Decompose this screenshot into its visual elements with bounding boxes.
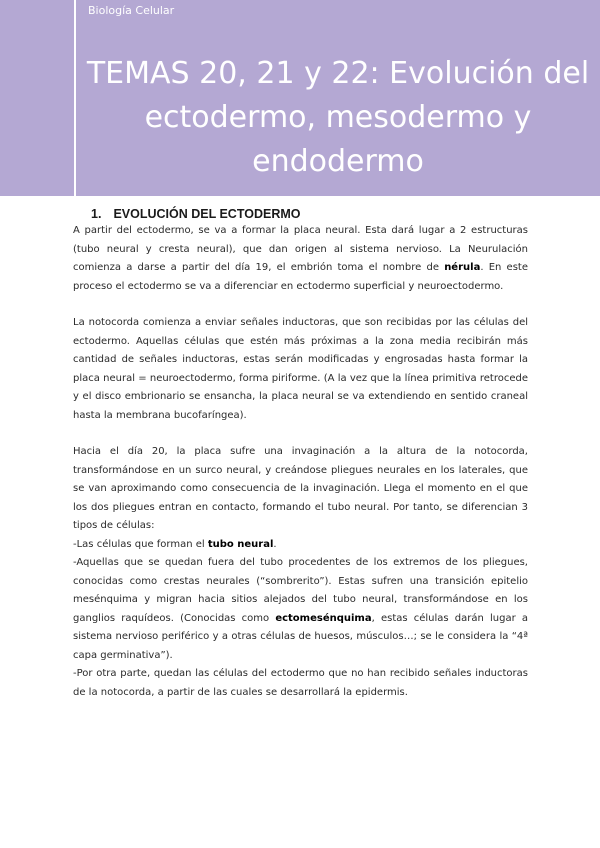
term-tubo-neural: tubo neural	[207, 538, 274, 550]
list-item-1	[73, 536, 528, 555]
header-divider-line	[74, 0, 76, 196]
section-heading	[91, 206, 528, 222]
list-item-1-text-b: .	[273, 538, 277, 550]
paragraph-3: Hacia el día 20, la placa sufre una invaginación a la altura de la notocorda, transformándose en un surco neural, y creándose pliegues neurales en los laterales, que se van aproximando como consecuencia de la invaginación. Llega el momento en el que los dos pliegues entran en contacto, formando el tubo neural. Por tanto, se diferencian 3 tipos de células:	[73, 446, 528, 531]
paragraph-2: La notocorda comienza a enviar señales inductoras, que son recibidas por las células del ectodermo. Aquellas células que estén más próximas a la zona media recibirán más cantidad de señales inductoras, estas serán modificadas y engrosadas hasta formar la placa neural = neuroectodermo, forma piriforme. (A la vez que la línea primitiva retrocede y el disco embrionario se ensancha, la placa neural se va extendiendo en sentido craneal hasta la membrana bucofaríngea).	[73, 317, 528, 421]
subject-label: Biología Celular	[88, 4, 175, 17]
list-item-2-text-b: , estas células darán lugar a sistema nervioso periférico y a otras células de huesos, músculos…; se le considera la “4ª capa germinativa”).	[73, 612, 528, 661]
document-body	[73, 200, 528, 702]
top-band	[0, 0, 600, 22]
paragraph-1-text-a: A partir del ectodermo, se va a formar la placa neural. Esta dará lugar a 2 estructuras (tubo neural y cresta neural), que dan origen al sistema nervioso. La Neurulación comienza a darse a partir del día 19, el embrión toma el nombre de	[73, 225, 528, 273]
term-ectomesenquima: ectomesénquima	[275, 612, 372, 624]
list-item-2-text-a: -Aquellas que se quedan fuera del tubo procedentes de los extremos de los pliegues, conocidas como crestas neurales (“sombrerito”). Estas sufren una transición epitelio mesénquima y migran hacia sitios alejados del tubo neural, transformándose en los ganglios raquídeos. (Conocidas como	[73, 557, 528, 624]
paragraph-1	[73, 222, 528, 296]
list-item-1-text-a: -Las células que forman el	[73, 538, 208, 550]
page-title: TEMAS 20, 21 y 22: Evolución del ectodermo, mesodermo y endodermo	[86, 56, 590, 179]
section-number: 1.	[91, 207, 102, 221]
title-header	[0, 22, 600, 196]
term-nerula: nérula	[444, 262, 481, 273]
list-item-2	[73, 554, 528, 665]
list-item-3: -Por otra parte, quedan las células del ectodermo que no han recibido señales inductoras de la notocorda, a partir de las cuales se desarrollará la epidermis.	[73, 668, 528, 698]
paragraph-1-text-b: . En este proceso el ectodermo se va a diferenciar en ectodermo superficial y neuroectodermo.	[73, 262, 528, 292]
section-title: EVOLUCIÓN DEL ECTODERMO	[113, 207, 301, 221]
